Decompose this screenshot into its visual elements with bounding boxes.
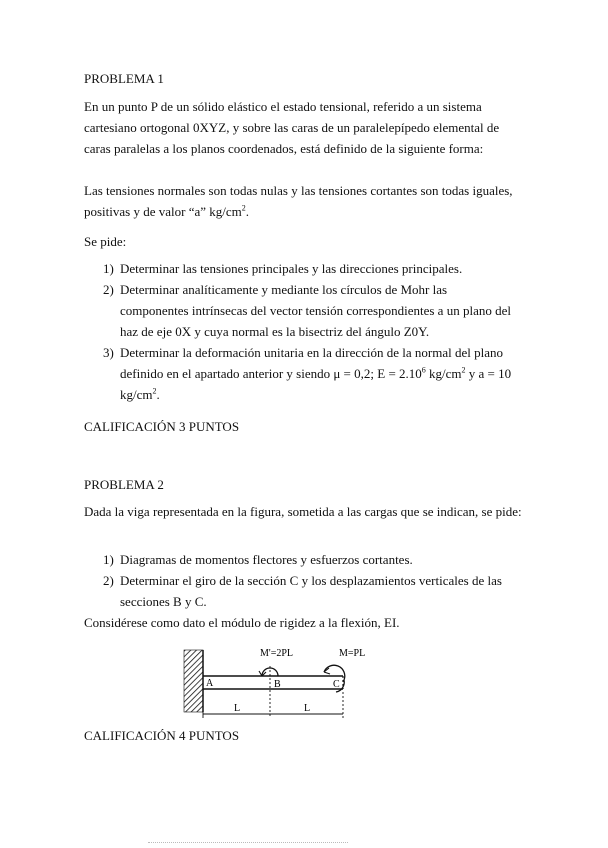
list-item: 2) Determinar el giro de la sección C y los desplazamientos verticales de las secciones B y C. — [103, 573, 502, 609]
label-a: A — [206, 678, 214, 689]
beam-diagram — [176, 636, 376, 724]
problem-2-note: Considérese como dato el módulo de rigidez a la flexión, EI. — [84, 615, 400, 630]
problem-2-grade: CALIFICACIÓN 4 PUNTOS — [84, 728, 240, 743]
problem-1-title: PROBLEMA 1 — [84, 71, 164, 86]
list-item: 1) Determinar las tensiones principales y las direcciones principales. — [103, 261, 463, 276]
problem-2-intro: Dada la viga representada en la figura, sometida a las cargas que se indican, se pide: — [84, 504, 522, 519]
problem-1-se-pide: Se pide: — [84, 234, 127, 249]
problem-1-conditions: Las tensiones normales son todas nulas y las tensiones cortantes son todas iguales, positivas y de valor “a” $kg/cm^2$. — [84, 183, 513, 219]
span-2-label: L — [304, 703, 311, 714]
problem-2-title: PROBLEMA 2 — [84, 477, 164, 492]
list-item: 1) Diagramas de momentos flectores y esfuerzos cortantes. — [103, 552, 413, 567]
problem-2-tasks — [103, 549, 518, 612]
moment-b-label: M'=2PL — [260, 648, 294, 659]
problem-1-grade: CALIFICACIÓN 3 PUNTOS — [84, 419, 240, 434]
list-item: 2) Determinar analíticamente y mediante los círculos de Mohr las componentes intrínsecas del vector tensión correspondientes a un plano del haz de eje 0X y cuya normal es la bisectriz del ángulo Z0Y. — [103, 282, 511, 339]
moment-c-label: M=PL — [339, 648, 366, 659]
problem-1-tasks — [103, 258, 518, 405]
fixed-support-wall — [184, 650, 203, 712]
problem-1-intro: En un punto P de un sólido elástico el estado tensional, referido a un sistema cartesiano ortogonal 0XYZ, y sobre las caras de un paralelepípedo elemental de caras paralelas a los planos coordenados, está definido de la siguiente forma: — [84, 99, 500, 156]
label-b: B — [274, 679, 281, 690]
span-1-label: L — [234, 703, 241, 714]
label-c: C — [333, 679, 340, 690]
scan-artifact — [148, 832, 348, 843]
list-item: 3) Determinar la deformación unitaria en la dirección de la normal del plano definido en el apartado anterior y siendo μ = 0,2; $E = 2.10^6$ $kg/cm^2$ y a = 10 $kg/cm^2$. — [103, 345, 512, 402]
